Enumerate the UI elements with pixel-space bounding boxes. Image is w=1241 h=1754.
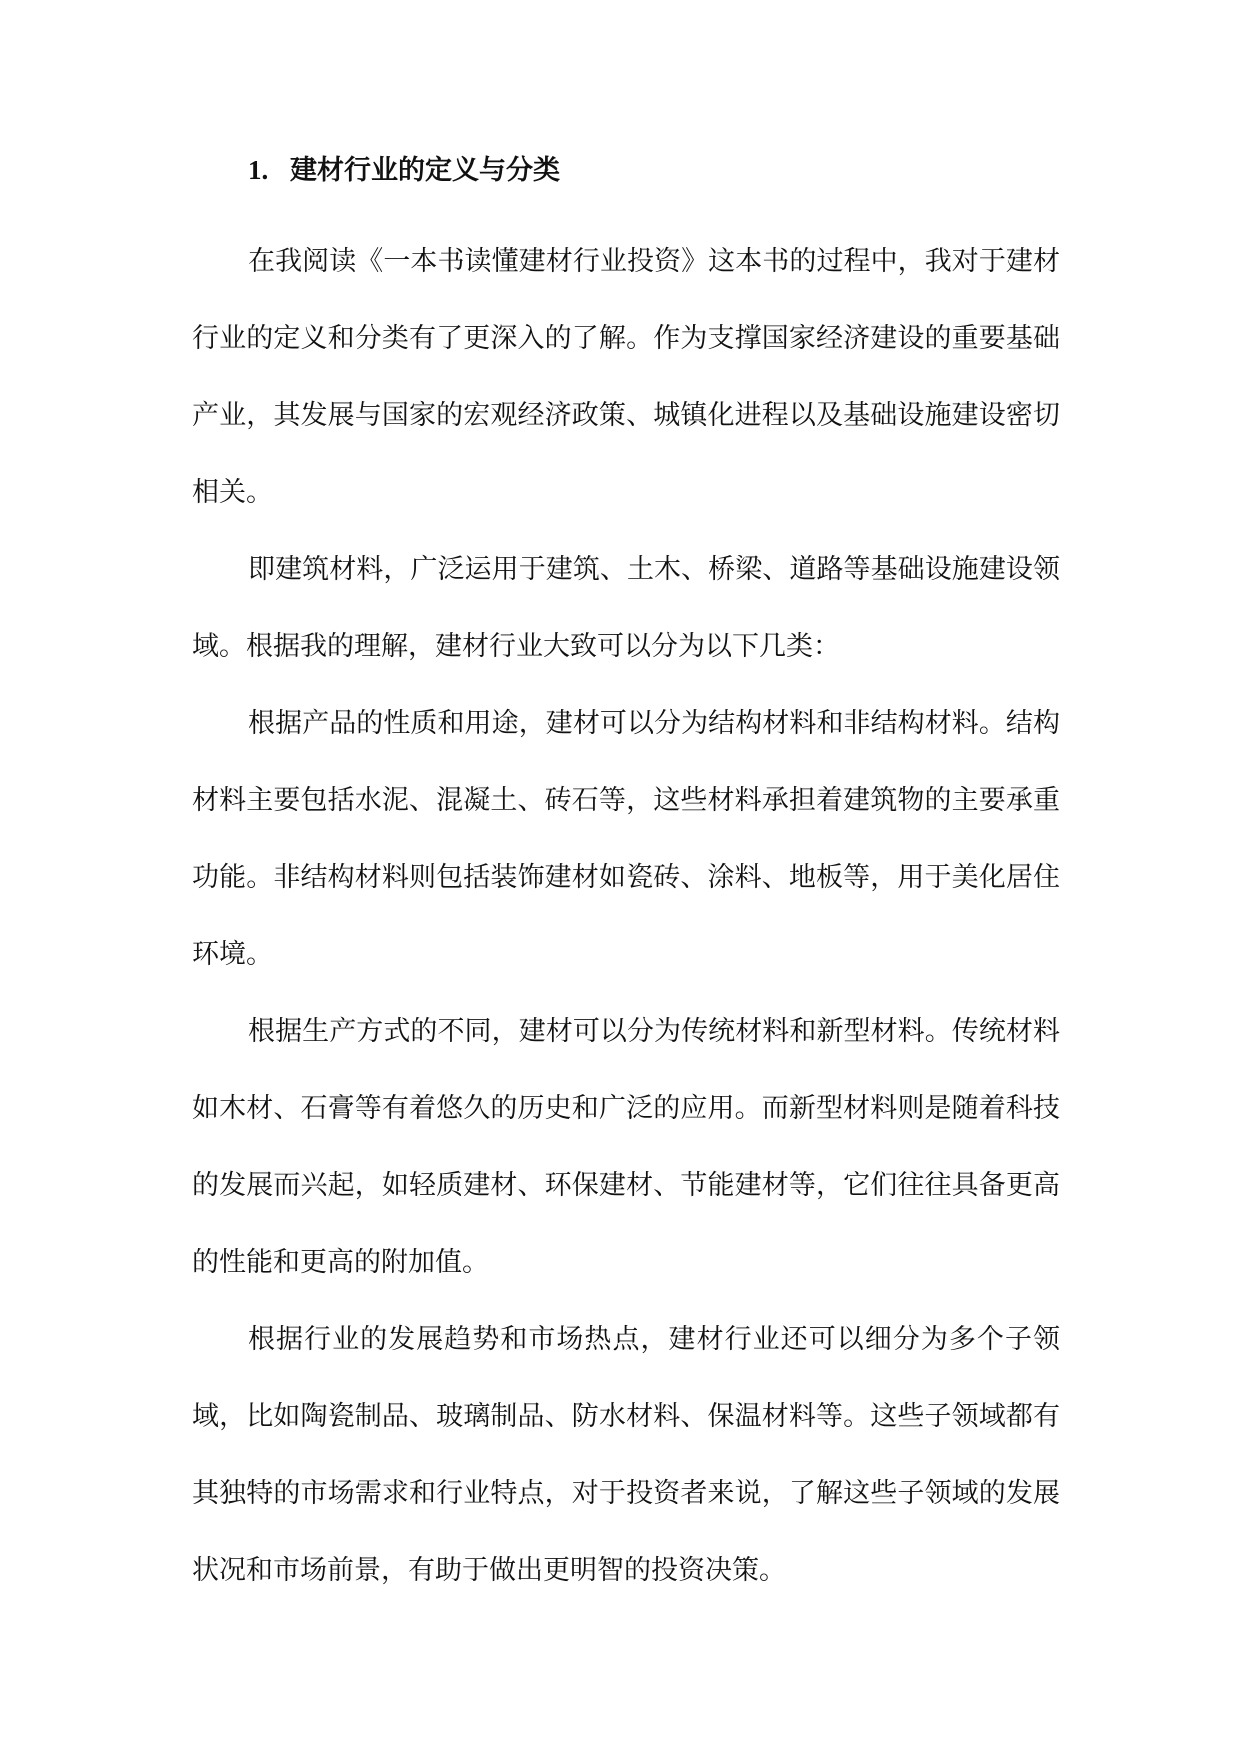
paragraph-definition: 即建筑材料，广泛运用于建筑、土木、桥梁、道路等基础设施建设领域。根据我的理解，建材行业大致可以分为以下几类：: [192, 554, 1060, 662]
document-body: [192, 148, 1060, 1609]
paragraph-reading-intro: 在我阅读《一本书读懂建材行业投资》这本书的过程中，我对于建材行业的定义和分类有了更深入的了解。作为支撑国家经济建设的重要基础产业，其发展与国家的宏观经济政策、城镇化进程以及基础设施建设密切相关。: [192, 246, 1060, 508]
paragraph-structural-classification: 根据产品的性质和用途，建材可以分为结构材料和非结构材料。结构材料主要包括水泥、混凝土、砖石等，这些材料承担着建筑物的主要承重功能。非结构材料则包括装饰建材如瓷砖、涂料、地板等，用于美化居住环境。: [192, 708, 1060, 970]
section-number: 1.: [248, 155, 269, 185]
section-title: 建材行业的定义与分类: [290, 155, 560, 186]
section-heading: [192, 148, 1060, 193]
paragraph-subfield-classification: 根据行业的发展趋势和市场热点，建材行业还可以细分为多个子领域，比如陶瓷制品、玻璃制品、防水材料、保温材料等。这些子领域都有其独特的市场需求和行业特点，对于投资者来说，了解这些子领域的发展状况和市场前景，有助于做出更明智的投资决策。: [192, 1324, 1060, 1586]
paragraph-production-classification: 根据生产方式的不同，建材可以分为传统材料和新型材料。传统材料如木材、石膏等有着悠久的历史和广泛的应用。而新型材料则是随着科技的发展而兴起，如轻质建材、环保建材、节能建材等，它们往往具备更高的性能和更高的附加值。: [192, 1016, 1060, 1278]
